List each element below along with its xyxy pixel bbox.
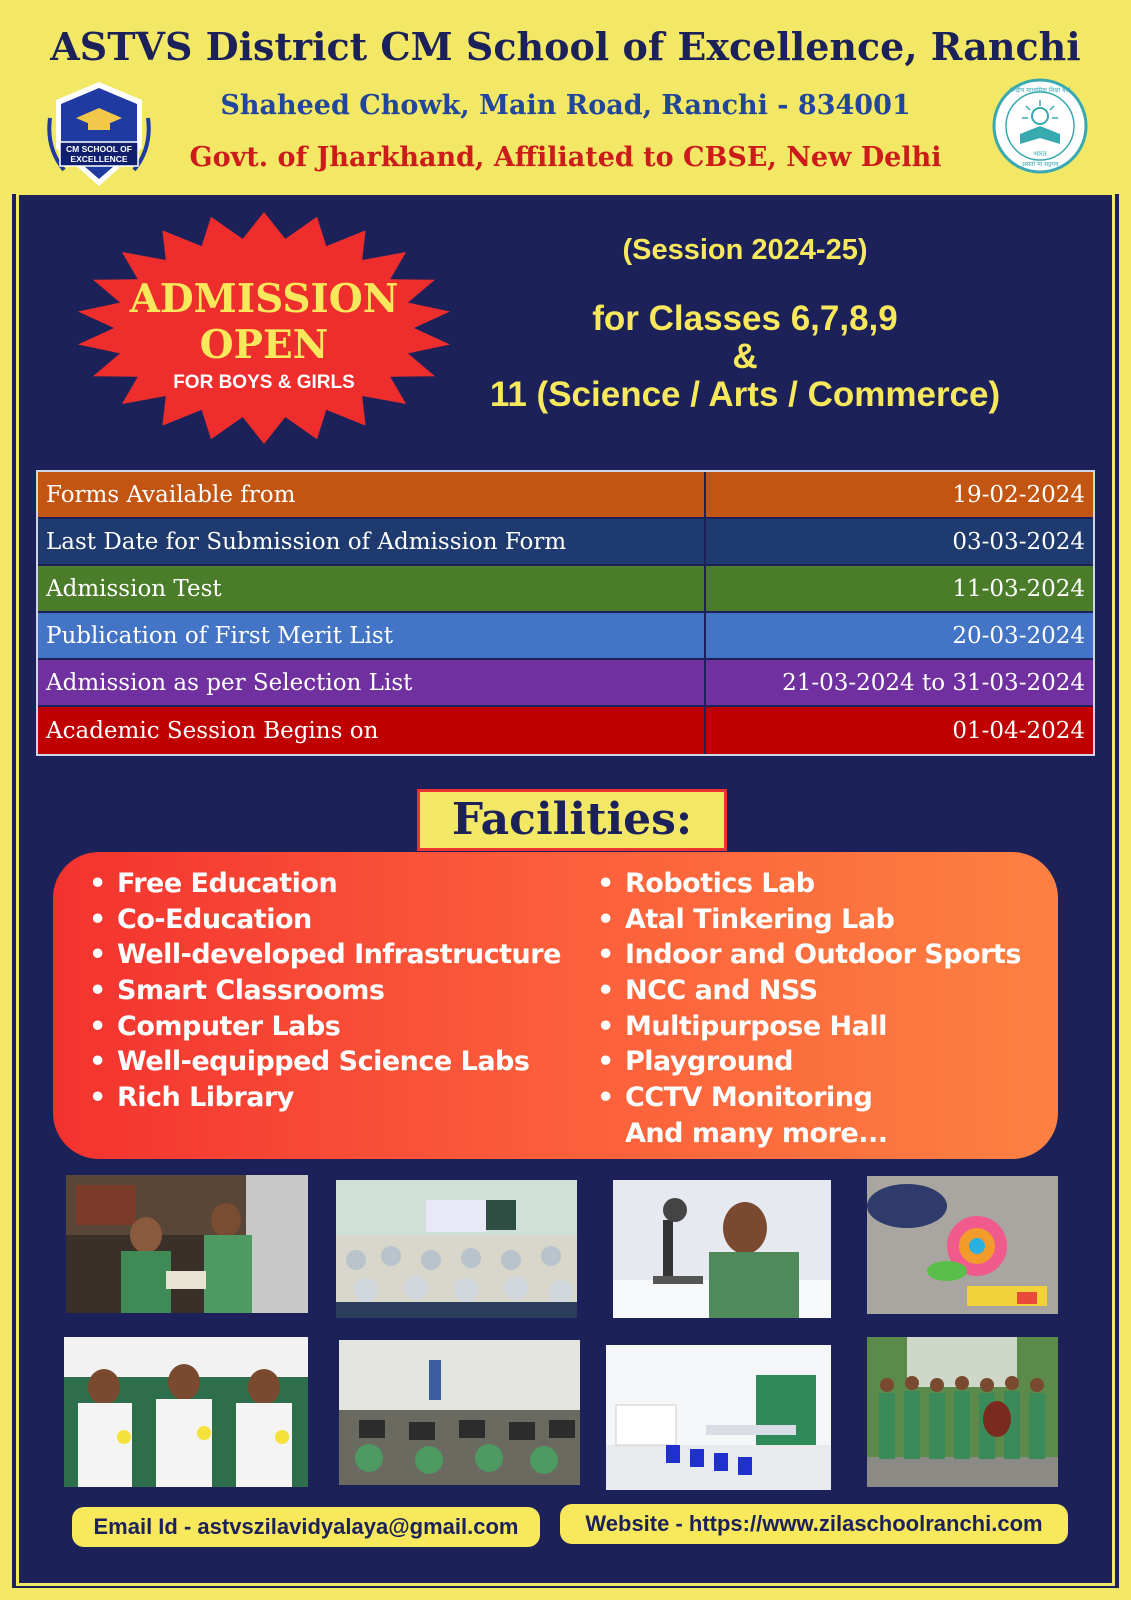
facilities-list-left (89, 866, 561, 1116)
admission-open-title: OPEN (199, 322, 329, 368)
list-item: • Free Education (89, 868, 338, 899)
cbse-logo-text-motto: असतो मा सद्गमय (1021, 161, 1059, 168)
facility-label: Rich Library (117, 1082, 294, 1114)
admission-open-block (74, 276, 454, 394)
list-item: • Co-Education (89, 903, 312, 935)
cm-logo-text-line2: EXCELLENCE (70, 154, 128, 164)
list-item: • Playground (597, 1046, 793, 1078)
list-item: • Atal Tinkering Lab (597, 903, 895, 935)
list-item: • Computer Labs (89, 1010, 341, 1042)
website-contact[interactable]: Website - https://www.zilaschoolranchi.com (560, 1504, 1068, 1544)
list-item: • Smart Classrooms (89, 975, 385, 1007)
session-label: (Session 2024-25) (622, 234, 868, 266)
table-row (38, 707, 1093, 754)
science-lab-room-photo (606, 1345, 831, 1490)
facility-label: NCC and NSS (625, 975, 818, 1007)
school-name: ASTVS District CM School of Excellence, Ranchi (50, 24, 1081, 69)
microscope-student-photo (613, 1180, 831, 1318)
library-students-photo (66, 1175, 308, 1313)
facility-label: Playground (625, 1046, 793, 1078)
classroom-photo (336, 1180, 577, 1318)
schedule-event: Admission as per Selection List (38, 660, 706, 705)
facility-label: Computer Labs (117, 1010, 341, 1042)
header-banner (12, 10, 1119, 194)
schedule-date: 03-03-2024 (952, 528, 1085, 555)
computer-lab-photo (339, 1340, 580, 1485)
classes-line-2: & (732, 337, 758, 376)
cm-school-logo (42, 78, 156, 190)
table-row (38, 472, 1093, 519)
email-contact: Email Id - astvszilavidyalaya@gmail.com (72, 1507, 540, 1547)
facility-label: Multipurpose Hall (625, 1010, 887, 1042)
schedule-event: Academic Session Begins on (38, 707, 706, 754)
admission-subtitle: FOR BOYS & GIRLS (173, 372, 355, 393)
cbse-logo-text-top: केन्द्रीय माध्यमिक शिक्षा बोर्ड (1009, 87, 1071, 94)
cm-logo-text-line1: CM SCHOOL OF (66, 144, 132, 154)
list-item (597, 1116, 1021, 1152)
admission-schedule-table (36, 470, 1095, 756)
schedule-date: 20-03-2024 (952, 622, 1085, 649)
school-address: Shaheed Chowk, Main Road, Ranchi - 834001 (220, 90, 911, 121)
schedule-event: Publication of First Merit List (38, 613, 706, 658)
affiliation-text: Govt. of Jharkhand, Affiliated to CBSE, New Delhi (189, 142, 942, 173)
facilities-panel (53, 852, 1058, 1159)
list-item: • Well-equipped Science Labs (89, 1046, 530, 1078)
list-item: • CCTV Monitoring (597, 1082, 873, 1114)
schedule-date: 21-03-2024 to 31-03-2024 (782, 669, 1085, 696)
cbse-logo (990, 76, 1090, 186)
list-item: • Indoor and Outdoor Sports (597, 939, 1021, 971)
facility-label: CCTV Monitoring (625, 1082, 873, 1114)
facility-label: Robotics Lab (625, 868, 815, 899)
classes-line-3: 11 (Science / Arts / Commerce) (489, 375, 1001, 414)
table-row (38, 566, 1093, 613)
admission-title: ADMISSION (129, 276, 399, 322)
table-row (38, 613, 1093, 660)
more-facilities-text: And many more... (625, 1117, 888, 1149)
facility-label: Well-developed Infrastructure (117, 939, 561, 971)
schedule-event: Last Date for Submission of Admission Form (38, 519, 706, 564)
facility-label: Smart Classrooms (117, 975, 385, 1007)
list-item: • Well-developed Infrastructure (89, 939, 561, 971)
classes-block (470, 300, 1020, 414)
trophy-students-photo (867, 1337, 1058, 1487)
list-item: • Rich Library (89, 1082, 294, 1114)
table-row (38, 519, 1093, 566)
facility-label: Co-Education (117, 903, 312, 935)
cbse-logo-text-mid: भारत (1033, 150, 1047, 158)
rangoli-photo (867, 1176, 1058, 1314)
schedule-date: 19-02-2024 (952, 481, 1085, 508)
list-item: • NCC and NSS (597, 975, 818, 1007)
list-item: • Multipurpose Hall (597, 1010, 887, 1042)
schedule-event: Admission Test (38, 566, 706, 611)
facility-label: Free Education (117, 868, 338, 899)
classes-line-1: for Classes 6,7,8,9 (592, 299, 898, 338)
schedule-event: Forms Available from (38, 472, 706, 517)
facility-label: Atal Tinkering Lab (625, 903, 895, 935)
facilities-list-right (597, 866, 1021, 1152)
schedule-date: 11-03-2024 (952, 575, 1085, 602)
schedule-date: 01-04-2024 (952, 717, 1085, 744)
facility-label: Well-equipped Science Labs (117, 1046, 530, 1078)
chemistry-lab-photo (64, 1337, 308, 1487)
table-row (38, 660, 1093, 707)
facilities-title: Facilities: (417, 789, 727, 851)
facility-label: Indoor and Outdoor Sports (625, 939, 1021, 971)
list-item: • Robotics Lab (597, 868, 815, 899)
